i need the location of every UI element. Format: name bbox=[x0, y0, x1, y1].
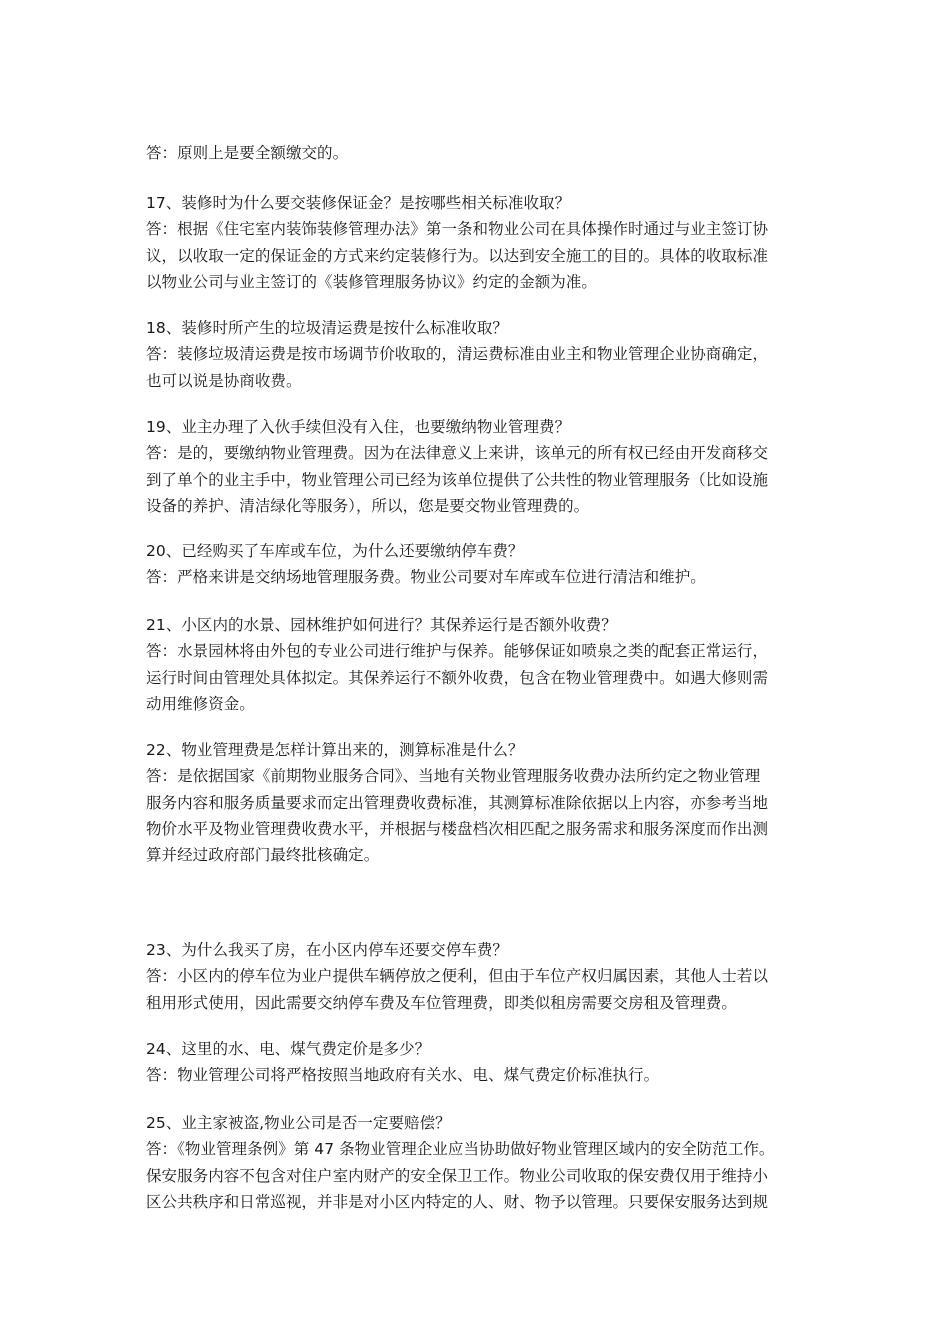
question-18: 18、装修时所产生的垃圾清运费是按什么标准收取？ bbox=[146, 319, 508, 337]
answer-line: 答：严格来讲是交纳场地管理服务费。物业公司要对车库或车位进行清洁和维护。 bbox=[146, 568, 706, 587]
qa-23 bbox=[146, 937, 810, 1016]
qa-17 bbox=[146, 190, 810, 295]
question-19: 19、业主办理了入伙手续但没有入住，也要缴纳物业管理费？ bbox=[146, 418, 571, 436]
answer-line: 也可以说是协商收费。 bbox=[146, 371, 302, 390]
answer-line: 答：装修垃圾清运费是按市场调节价收取的，清运费标准由业主和物业管理企业协商确定， bbox=[146, 345, 769, 364]
intro-answer-block bbox=[146, 140, 810, 166]
answer-line: 答：《物业管理条例》第 47 条物业管理企业应当协助做好物业管理区域内的安全防范工作。 bbox=[146, 1140, 775, 1159]
question-24: 24、这里的水、电、煤气费定价是多少？ bbox=[146, 1040, 431, 1058]
answer-line: 设备的养护、清洁绿化等服务），所以，您是要交物业管理费的。 bbox=[146, 496, 590, 515]
answer-line: 算并经过政府部门最终批核确定。 bbox=[146, 846, 380, 865]
question-17: 17、装修时为什么要交装修保证金？是按哪些相关标准收取？ bbox=[146, 194, 571, 212]
answer-line: 以物业公司与业主签订的《装修管理服务协议》约定的金额为准。 bbox=[146, 272, 597, 291]
question-20: 20、已经购买了车库或车位，为什么还要缴纳停车费？ bbox=[146, 542, 524, 560]
answer-line: 保安服务内容不包含对住户室内财产的安全保卫工作。物业公司收取的保安费仅用于维持小 bbox=[146, 1166, 769, 1185]
answer-line: 答：根据《住宅室内装饰装修管理办法》第一条和物业公司在具体操作时通过与业主签订协 bbox=[146, 220, 769, 239]
answer-line: 答：小区内的停车位为业户提供车辆停放之便利，但由于车位产权归属因素，其他人士若以 bbox=[146, 967, 769, 986]
answer-line: 服务内容和服务质量要求而定出管理费收费标准，其测算标准除依据以上内容，亦参考当地 bbox=[146, 793, 769, 812]
qa-21 bbox=[146, 612, 810, 717]
question-25: 25、业主家被盗,物业公司是否一定要赔偿？ bbox=[146, 1114, 451, 1132]
answer-line: 答：是的，要缴纳物业管理费。因为在法律意义上来讲，该单元的所有权已经由开发商移交 bbox=[146, 444, 769, 463]
answer-line: 答：是依据国家《前期物业服务合同》、当地有关物业管理服务收费办法所约定之物业管理 bbox=[146, 767, 761, 786]
answer-line: 运行时间由管理处具体拟定。其保养运行不额外收费，包含在物业管理费中。如遇大修则需 bbox=[146, 668, 769, 687]
qa-22 bbox=[146, 737, 810, 868]
answer-line: 议，以收取一定的保证金的方式来约定装修行为。以达到安全施工的目的。具体的收取标准 bbox=[146, 246, 769, 265]
qa-20 bbox=[146, 538, 810, 591]
answer-line: 区公共秩序和日常巡视，并非是对小区内特定的人、财、物予以管理。只要保安服务达到规 bbox=[146, 1192, 769, 1211]
answer-line: 答：物业管理公司将严格按照当地政府有关水、电、煤气费定价标准执行。 bbox=[146, 1066, 660, 1085]
question-21: 21、小区内的水景、园林维护如何进行？其保养运行是否额外收费？ bbox=[146, 616, 617, 634]
answer-line: 物价水平及物业管理费收费水平，并根据与楼盘档次相匹配之服务需求和服务深度而作出测 bbox=[146, 819, 769, 838]
qa-24 bbox=[146, 1036, 810, 1089]
answer-line: 答：水景园林将由外包的专业公司进行维护与保养。能够保证如喷泉之类的配套正常运行， bbox=[146, 642, 769, 661]
intro-answer: 答：原则上是要全额缴交的。 bbox=[146, 144, 349, 162]
answer-line: 租用形式使用，因此需要交纳停车费及车位管理费，即类似租房需要交房租及管理费。 bbox=[146, 993, 737, 1012]
qa-18 bbox=[146, 315, 810, 394]
qa-19 bbox=[146, 414, 810, 519]
answer-line: 到了单个的业主手中，物业管理公司已经为该单位提供了公共性的物业管理服务（比如设施 bbox=[146, 470, 769, 489]
question-23: 23、为什么我买了房，在小区内停车还要交停车费？ bbox=[146, 941, 508, 959]
answer-line: 动用维修资金。 bbox=[146, 694, 255, 713]
qa-25 bbox=[146, 1110, 810, 1215]
question-22: 22、物业管理费是怎样计算出来的，测算标准是什么？ bbox=[146, 741, 524, 759]
